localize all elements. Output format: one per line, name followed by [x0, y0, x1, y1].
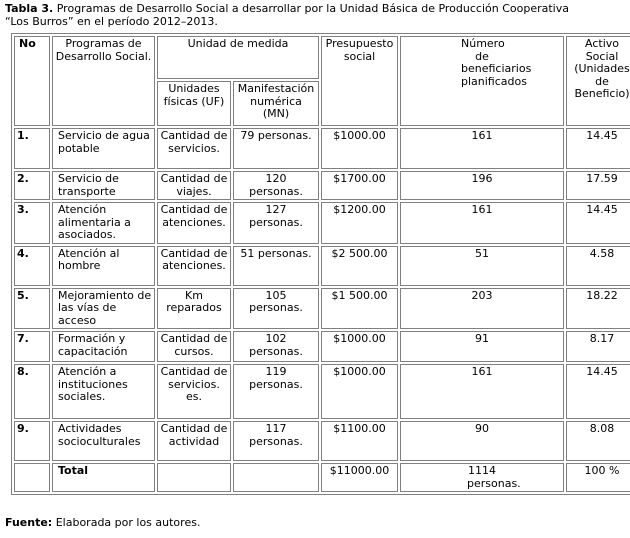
caption-text-line2: “Los Burros” en el período 2012–2013. [5, 15, 218, 28]
row-programa: Atención al hombre [52, 246, 155, 286]
row-manifestacion: 105 personas. [233, 288, 319, 330]
caption-text-line1: Programas de Desarrollo Social a desarrollar por la Unidad Básica de Producción Cooperativa [53, 2, 569, 15]
total-empty-no [14, 463, 50, 492]
row-manifestacion: 51 personas. [233, 246, 319, 286]
table-row [14, 202, 630, 244]
row-number: 9. [14, 421, 50, 461]
row-beneficiarios: 196 [400, 171, 564, 200]
table-row [14, 421, 630, 461]
row-programa: Mejoramiento de las vías de acceso [52, 288, 155, 330]
row-activo: 14.45 [566, 364, 630, 419]
table-caption [5, 2, 630, 28]
row-unidades-fisicas: Cantidad de servicios. es. [157, 364, 231, 419]
total-empty-uf [157, 463, 231, 492]
row-manifestacion: 102 personas. [233, 331, 319, 362]
row-activo: 14.45 [566, 128, 630, 169]
table-row [14, 171, 630, 200]
row-unidades-fisicas: Cantidad de atenciones. [157, 202, 231, 244]
table-row [14, 364, 630, 419]
source-footer [5, 516, 200, 530]
row-beneficiarios: 203 [400, 288, 564, 330]
row-programa: Atención alimentaria a asociados. [52, 202, 155, 244]
total-label: Total [52, 463, 155, 492]
header-programas: Programas de Desarrollo Social. [52, 36, 155, 126]
header-uf: Unidades físicas (UF) [157, 81, 231, 126]
row-beneficiarios: 51 [400, 246, 564, 286]
total-activo: 100 % [566, 463, 630, 492]
caption-label: Tabla 3. [5, 2, 54, 15]
row-presupuesto: $1000.00 [321, 331, 398, 362]
programs-table [11, 33, 630, 495]
row-number: 8. [14, 364, 50, 419]
row-beneficiarios: 161 [400, 202, 564, 244]
row-activo: 17.59 [566, 171, 630, 200]
row-activo: 8.17 [566, 331, 630, 362]
row-number: 7. [14, 331, 50, 362]
row-presupuesto: $1000.00 [321, 128, 398, 169]
row-programa: Servicio de agua potable [52, 128, 155, 169]
row-beneficiarios: 91 [400, 331, 564, 362]
row-programa: Formación y capacitación [52, 331, 155, 362]
row-programa: Servicio de transporte [52, 171, 155, 200]
row-beneficiarios: 161 [400, 364, 564, 419]
row-manifestacion: 79 personas. [233, 128, 319, 169]
row-beneficiarios: 161 [400, 128, 564, 169]
row-presupuesto: $2 500.00 [321, 246, 398, 286]
header-unidad: Unidad de medida [157, 36, 319, 79]
header-no: No [14, 36, 50, 126]
table-row [14, 128, 630, 169]
table-row [14, 331, 630, 362]
row-unidades-fisicas: Cantidad de viajes. [157, 171, 231, 200]
row-presupuesto: $1 500.00 [321, 288, 398, 330]
row-presupuesto: $1200.00 [321, 202, 398, 244]
row-manifestacion: 120 personas. [233, 171, 319, 200]
row-number: 4. [14, 246, 50, 286]
row-number: 2. [14, 171, 50, 200]
row-number: 1. [14, 128, 50, 169]
row-number: 5. [14, 288, 50, 330]
row-activo: 18.22 [566, 288, 630, 330]
row-activo: 8.08 [566, 421, 630, 461]
footer-label: Fuente: [5, 516, 53, 529]
footer-text: Elaborada por los autores. [52, 516, 201, 529]
header-beneficiarios: Número de beneficiarios planificados [400, 36, 564, 126]
total-empty-mn [233, 463, 319, 492]
row-unidades-fisicas: Km reparados [157, 288, 231, 330]
row-unidades-fisicas: Cantidad de cursos. [157, 331, 231, 362]
row-presupuesto: $1100.00 [321, 421, 398, 461]
row-activo: 14.45 [566, 202, 630, 244]
header-presupuesto: Presupuesto social [321, 36, 398, 126]
row-activo: 4.58 [566, 246, 630, 286]
row-unidades-fisicas: Cantidad de servicios. [157, 128, 231, 169]
row-programa: Atención a instituciones sociales. [52, 364, 155, 419]
row-unidades-fisicas: Cantidad de actividad [157, 421, 231, 461]
header-mn: Manifestación numérica (MN) [233, 81, 319, 126]
table-row [14, 288, 630, 330]
row-manifestacion: 119 personas. [233, 364, 319, 419]
total-row [14, 463, 630, 492]
header-activo: Activo Social (Unidades de Beneficio) [566, 36, 630, 126]
total-presupuesto: $11000.00 [321, 463, 398, 492]
header-row-1 [14, 36, 630, 79]
table-row [14, 246, 630, 286]
row-number: 3. [14, 202, 50, 244]
row-beneficiarios: 90 [400, 421, 564, 461]
total-beneficiarios: 1114 personas. [400, 463, 564, 492]
row-presupuesto: $1000.00 [321, 364, 398, 419]
row-programa: Actividades socioculturales [52, 421, 155, 461]
row-manifestacion: 117 personas. [233, 421, 319, 461]
row-presupuesto: $1700.00 [321, 171, 398, 200]
row-manifestacion: 127 personas. [233, 202, 319, 244]
row-unidades-fisicas: Cantidad de atenciones. [157, 246, 231, 286]
